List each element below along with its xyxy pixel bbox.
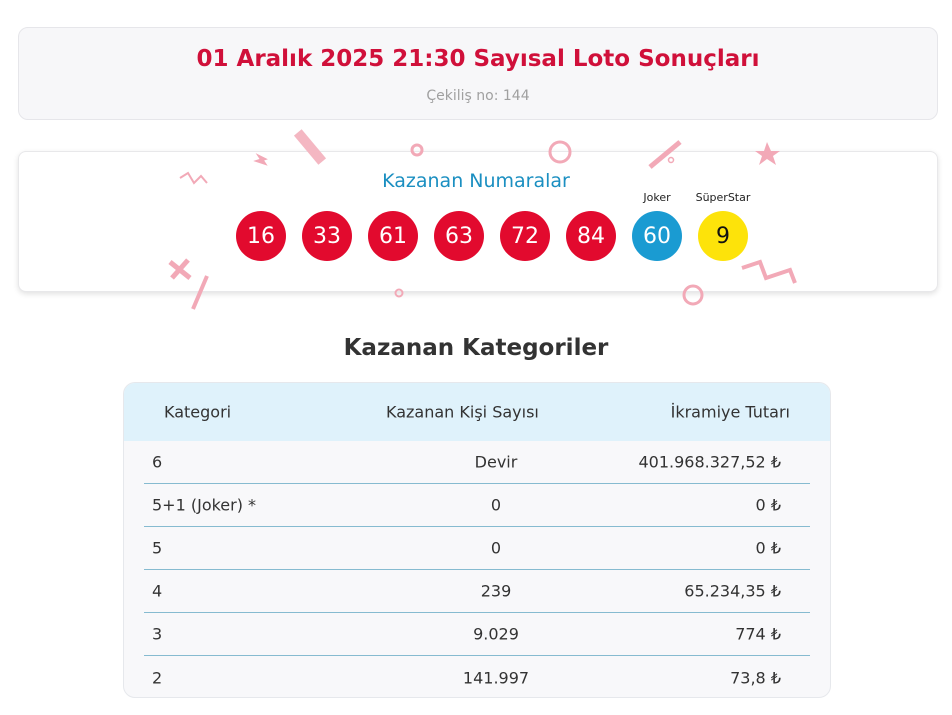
table-row <box>144 441 810 484</box>
category-cell: 4 <box>152 581 163 601</box>
number-ball: 33 <box>302 211 352 261</box>
draw-number: Çekiliş no: 144 <box>426 88 530 104</box>
category-cell: 2 <box>152 668 163 687</box>
winners-cell: Devir <box>474 452 518 472</box>
winning-numbers-title: Kazanan Numaralar <box>382 170 570 192</box>
column-header-winners: Kazanan Kişi Sayısı <box>386 402 539 422</box>
table-header <box>124 383 830 441</box>
category-cell: 3 <box>152 624 163 644</box>
prize-cell: 0 ₺ <box>755 495 781 515</box>
joker-ball: 60 <box>632 211 682 261</box>
number-ball: 61 <box>368 211 418 261</box>
superstar-label: SüperStar <box>695 191 751 204</box>
prize-cell: 65.234,35 ₺ <box>684 581 781 601</box>
category-cell: 5 <box>152 538 163 558</box>
prize-cell: 73,8 ₺ <box>730 668 781 687</box>
number-ball: 16 <box>236 211 286 261</box>
column-header-prize: İkramiye Tutarı <box>670 402 790 422</box>
draw-header-card <box>18 27 938 120</box>
column-header-category: Kategori <box>164 402 232 422</box>
category-cell: 5+1 (Joker) * <box>152 495 257 515</box>
number-ball: 84 <box>566 211 616 261</box>
winners-cell: 0 <box>490 538 502 558</box>
table-row <box>144 484 810 527</box>
prize-cell: 401.968.327,52 ₺ <box>638 452 781 472</box>
winners-cell: 9.029 <box>473 624 519 644</box>
winners-cell: 141.997 <box>462 668 530 687</box>
winning-categories-table <box>123 382 831 698</box>
prize-cell: 774 ₺ <box>735 624 781 644</box>
superstar-ball: 9 <box>698 211 748 261</box>
table-row <box>144 527 810 570</box>
winners-cell: 0 <box>490 495 502 515</box>
categories-title: Kazanan Kategoriler <box>343 335 609 361</box>
table-row <box>144 656 810 698</box>
joker-label: Joker <box>643 191 671 204</box>
table-row <box>144 613 810 656</box>
winners-cell: 239 <box>480 581 512 601</box>
number-ball: 63 <box>434 211 484 261</box>
prize-cell: 0 ₺ <box>755 538 781 558</box>
table-row <box>144 570 810 613</box>
page-title: 01 Aralık 2025 21:30 Sayısal Loto Sonuçları <box>196 46 760 72</box>
number-ball: 72 <box>500 211 550 261</box>
category-cell: 6 <box>152 452 163 472</box>
